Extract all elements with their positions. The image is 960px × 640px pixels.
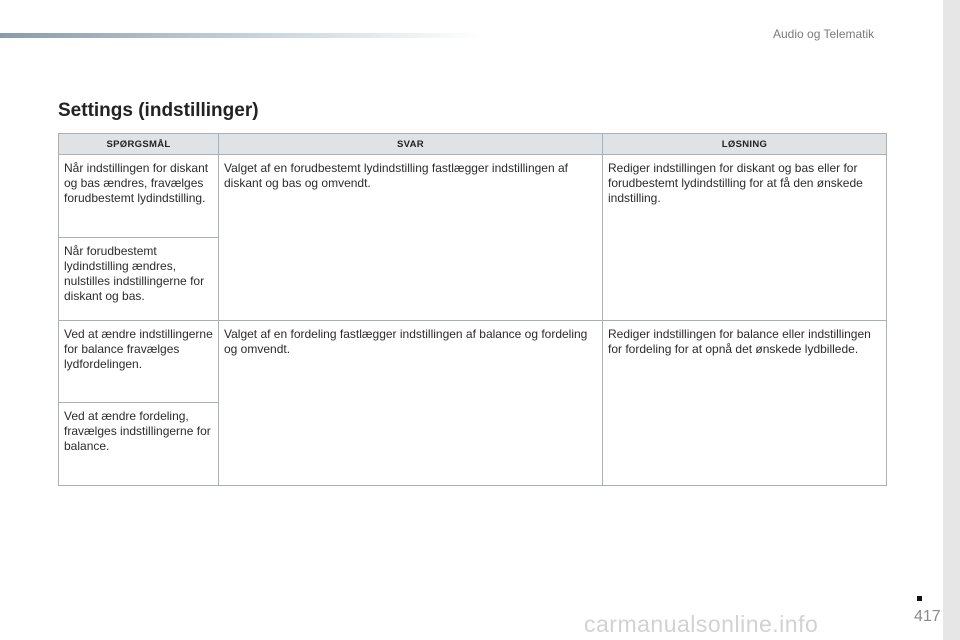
question-cell: Ved at ændre indstillingerne for balance fravælges lydfordelingen. [59, 321, 219, 403]
table-row [59, 321, 887, 403]
solution-cell: Rediger indstillingen for balance eller indstillingen for fordeling for at opnå det ønskede lydbillede. [603, 321, 887, 486]
question-cell: Ved at ændre fordeling, fravælges indstillingerne for balance. [59, 403, 219, 486]
page-marker [917, 596, 922, 601]
section-title: Audio og Telematik [773, 27, 875, 41]
column-header-solution: LØSNING [603, 134, 887, 155]
header-accent-bar [0, 33, 480, 38]
question-cell: Når indstillingen for diskant og bas ændres, fravælges forudbestemt lydindstilling. [59, 155, 219, 238]
column-header-answer: SVAR [219, 134, 603, 155]
column-header-question: SPØRGSMÅL [59, 134, 219, 155]
table-row [59, 155, 887, 238]
faq-table [58, 133, 887, 486]
solution-cell: Rediger indstillingen for diskant og bas eller for forudbestemt lydindstilling for at få den ønskede indstilling. [603, 155, 887, 321]
question-cell: Når forudbestemt lydindstilling ændres, nulstilles indstillingerne for diskant og bas. [59, 238, 219, 321]
watermark: carmanualsonline.info [584, 611, 819, 637]
page-number: 417 [914, 608, 941, 625]
answer-cell: Valget af en forudbestemt lydindstilling fastlægger indstillingen af diskant og bas og omvendt. [219, 155, 603, 321]
answer-cell: Valget af en fordeling fastlægger indstillingen af balance og fordeling og omvendt. [219, 321, 603, 486]
table-header-row [59, 134, 887, 155]
page-edge-strip [943, 0, 960, 640]
page-title: Settings (indstillinger) [58, 100, 259, 121]
